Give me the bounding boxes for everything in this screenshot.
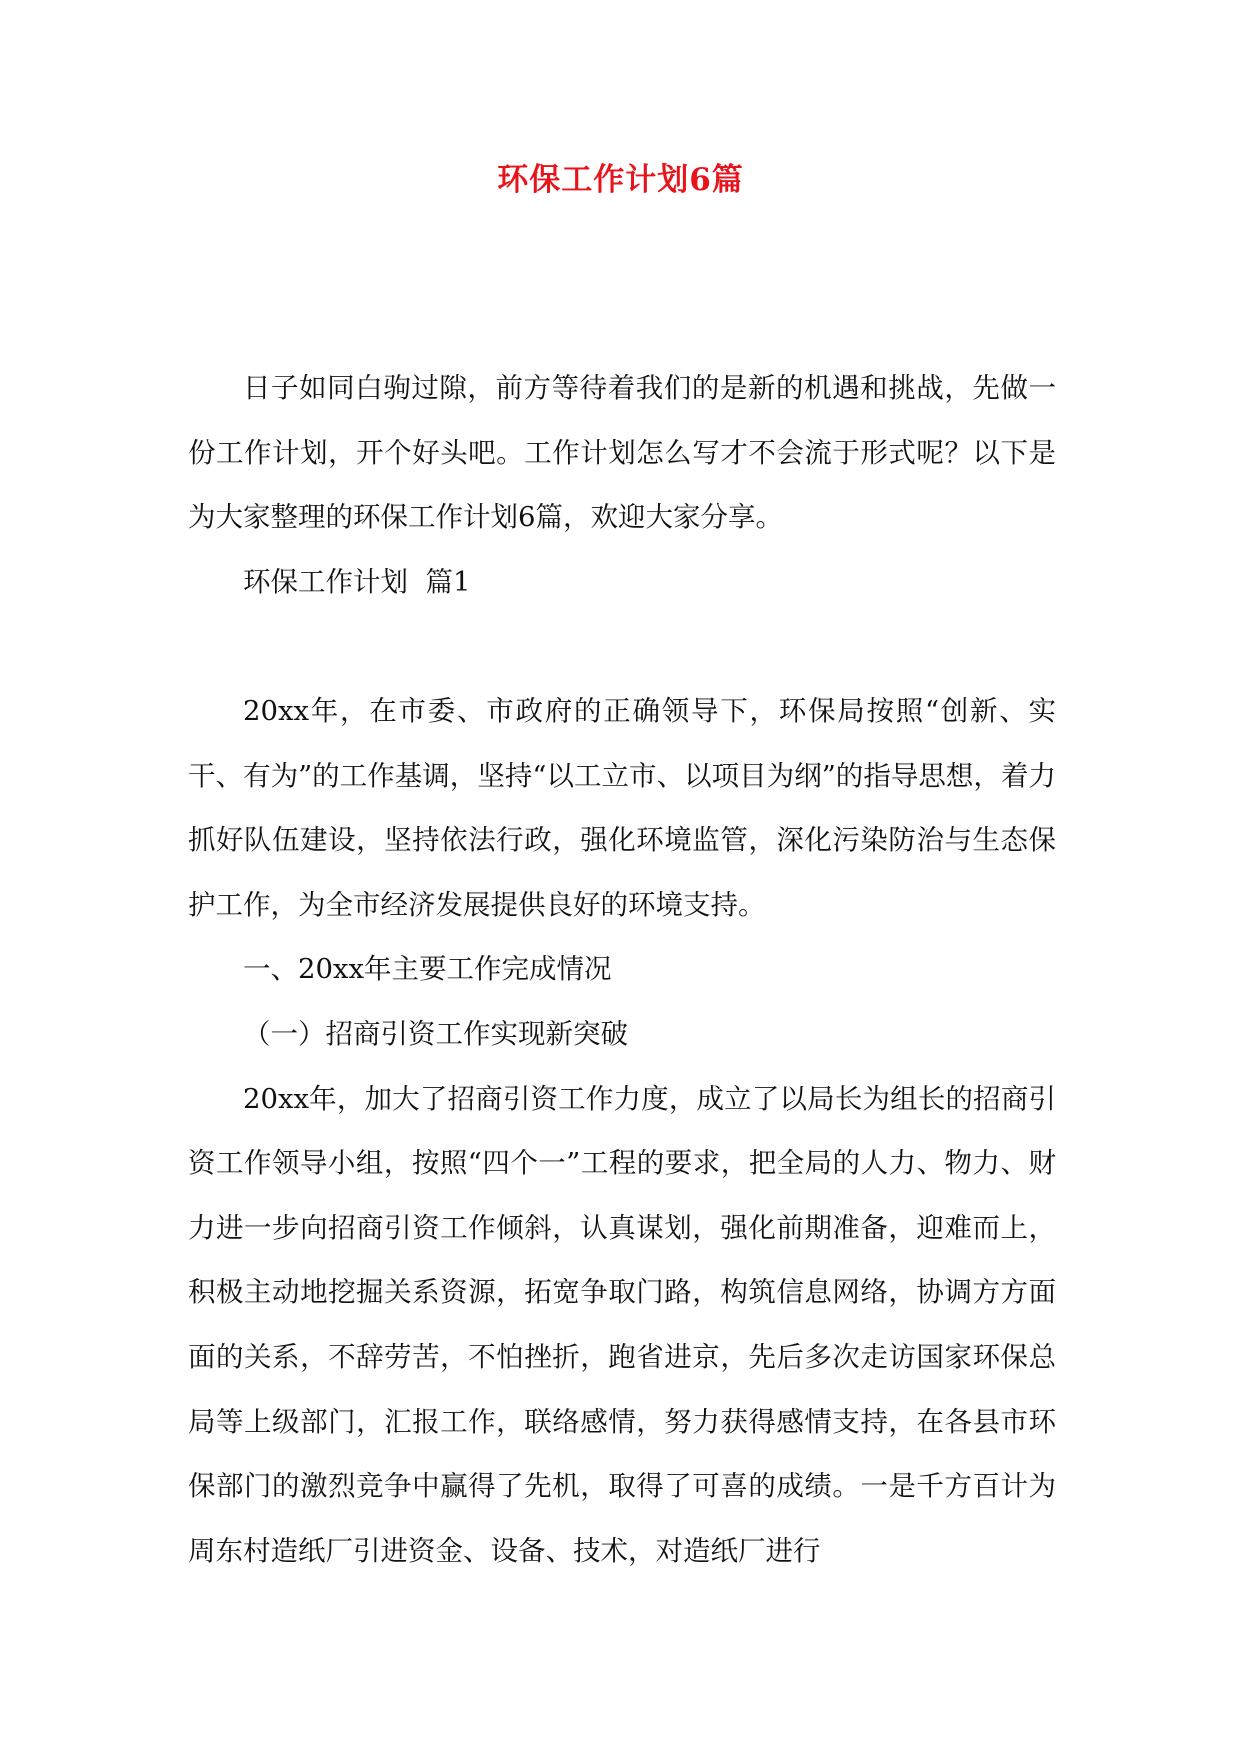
document-title: 环保工作计划6篇 (497, 162, 744, 198)
intro-paragraph: 日子如同白驹过隙，前方等待着我们的是新的机遇和挑战，先做一份工作计划，开个好头吧。工作计划怎么写才不会流于形式呢？以下是为大家整理的环保工作计划6篇，欢迎大家分享。 (188, 372, 1056, 534)
body-paragraph-2: 20xx年，加大了招商引资工作力度，成立了以局长为组长的招商引资工作领导小组，按照“四个一”工程的要求，把全局的人力、物力、财力进一步向招商引资工作倾斜，认真谋划，强化前期准备，迎难而上，积极主动地挖掘关系资源，拓宽争取门路，构筑信息网络，协调方方面面的关系，不辞劳苦，不怕挫折，跑省进京，先后多次走访国家环保总局等上级部门，汇报工作，联络感情，努力获得感情支持，在各县市环保部门的激烈竞争中赢得了先机，取得了可喜的成绩。一是千方百计为周东村造纸厂引进资金、设备、技术，对造纸厂进行 (188, 1082, 1056, 1567)
body-paragraph-1: 20xx年，在市委、市政府的正确领导下，环保局按照“创新、实干、有为”的工作基调，坚持“以工立市、以项目为纲”的指导思想，着力抓好队伍建设，坚持依法行政，强化环境监管，深化污染防治与生态保护工作，为全市经济发展提供良好的环境支持。 (188, 694, 1056, 921)
section-heading-1: 环保工作计划 篇1 (243, 565, 471, 598)
blank-line (188, 614, 1056, 679)
document-body (188, 356, 1056, 1583)
subheading-investment: （一）招商引资工作实现新突破 (243, 1017, 628, 1050)
subheading-main-work: 一、20xx年主要工作完成情况 (243, 953, 612, 986)
